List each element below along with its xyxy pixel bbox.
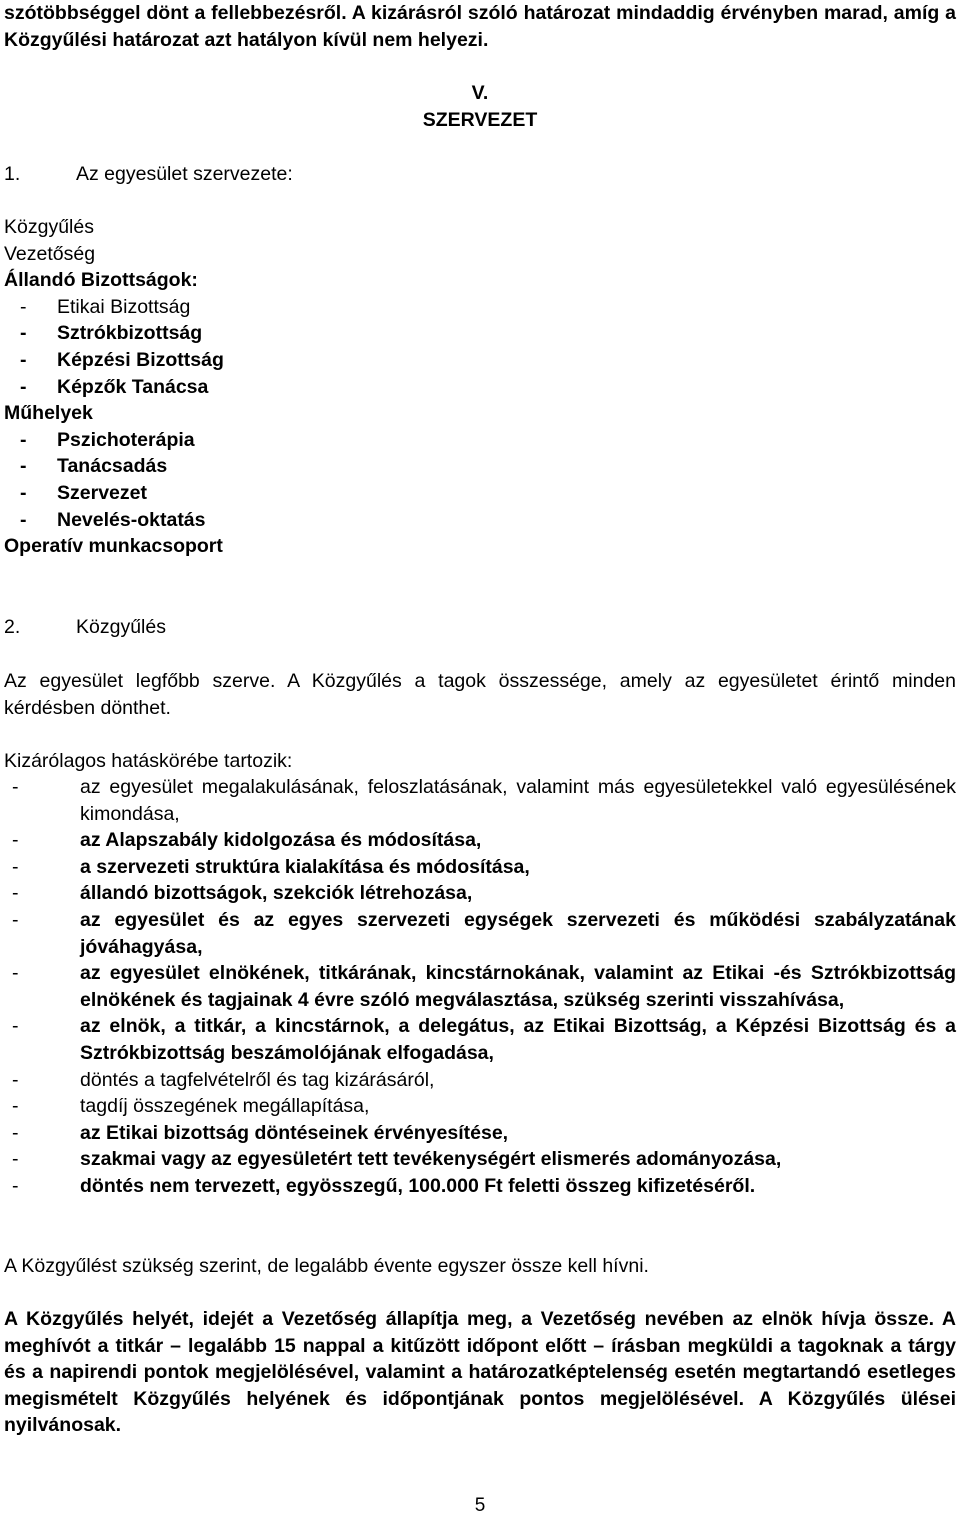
power-item-text: az Etikai bizottság döntéseinek érvényesítése,	[80, 1121, 509, 1144]
power-item	[4, 907, 956, 960]
list-dash: -	[12, 1015, 19, 1038]
org-item-label: Pszichoterápia	[57, 428, 195, 451]
power-item-text: az egyesület és az egyes szervezeti egységek szervezeti és működési szabályzatának jóváhagyása,	[80, 908, 956, 958]
list-dash: -	[12, 829, 19, 852]
power-item	[4, 960, 956, 1013]
power-item	[4, 827, 956, 854]
list-dash: -	[12, 1121, 19, 1144]
chapter-number: V.	[471, 82, 489, 104]
powers-list	[4, 774, 956, 1200]
power-item	[4, 1067, 956, 1094]
list-dash: -	[12, 908, 19, 931]
org-item-label: Képzési Bizottság	[57, 348, 224, 371]
org-item-label: Sztrókbizottság	[57, 322, 203, 345]
power-item	[4, 1013, 956, 1066]
list-dash: -	[20, 322, 27, 345]
power-item	[4, 1093, 956, 1120]
org-item-label: Műhelyek	[4, 402, 93, 425]
list-dash: -	[12, 855, 19, 878]
org-item-label: Szervezet	[57, 481, 147, 504]
org-item	[4, 480, 604, 507]
power-item	[4, 1120, 956, 1147]
org-item-label: Tanácsadás	[57, 455, 168, 478]
section-title: Közgyűlés	[76, 616, 166, 638]
list-dash: -	[12, 1174, 19, 1197]
list-dash: -	[20, 508, 27, 531]
power-item-text: szakmai vagy az egyesületért tett tevékenységért elismerés adományozása,	[80, 1148, 782, 1171]
org-item	[4, 374, 604, 401]
org-item	[4, 427, 604, 454]
power-item-text: döntés nem tervezett, egyösszegű, 100.000 Ft feletti összeg kifizetéséről.	[80, 1174, 756, 1197]
list-dash: -	[12, 1148, 19, 1171]
assembly-intro: Az egyesület legfőbb szerve. A Közgyűlés a tagok összessége, amely az egyesületet érintő minden kérdésben dönthet.	[4, 670, 956, 719]
exclusive-powers-heading: Kizárólagos hatáskörébe tartozik:	[4, 750, 293, 772]
list-dash: -	[20, 455, 27, 478]
section-2-heading	[4, 614, 166, 641]
power-item	[4, 774, 956, 827]
section-number: 2.	[4, 616, 21, 638]
power-item-text: az egyesület elnökének, titkárának, kincstárnokának, valamint az Etikai -és Sztrókbizottság elnökének és tagjainak 4 évre szóló megválasztása, szükség szerinti visszahívása,	[80, 962, 956, 1011]
org-item	[4, 507, 604, 534]
org-item	[4, 320, 604, 347]
chapter-title: SZERVEZET	[422, 109, 538, 131]
list-dash: -	[20, 428, 27, 451]
organization-list	[4, 214, 604, 560]
page-number: 5	[474, 1495, 486, 1516]
org-item	[4, 241, 604, 268]
power-item-text: döntés a tagfelvételről és tag kizárásáról,	[80, 1068, 435, 1091]
list-dash: -	[12, 1095, 19, 1118]
org-item-label: Képzők Tanácsa	[57, 375, 209, 398]
section-title: Az egyesület szervezete:	[76, 163, 293, 185]
org-item-label: Etikai Bizottság	[57, 295, 191, 318]
org-item-label: Nevelés-oktatás	[57, 508, 206, 531]
list-dash: -	[12, 882, 19, 905]
list-dash: -	[20, 295, 27, 318]
org-item	[4, 400, 604, 427]
list-dash: -	[12, 962, 19, 985]
org-item-label: Operatív munkacsoport	[4, 535, 223, 558]
org-item	[4, 294, 604, 321]
list-dash: -	[12, 1068, 19, 1091]
org-item-label: Állandó Bizottságok:	[4, 269, 198, 292]
list-dash: -	[20, 348, 27, 371]
org-item	[4, 453, 604, 480]
power-item	[4, 1173, 956, 1200]
org-item	[4, 533, 604, 560]
power-item-text: az Alapszabály kidolgozása és módosítása,	[80, 829, 482, 852]
power-item	[4, 1146, 956, 1173]
org-item-label: Vezetőség	[4, 242, 96, 265]
list-dash: -	[20, 375, 27, 398]
org-item-label: Közgyűlés	[4, 216, 94, 238]
power-item	[4, 880, 956, 907]
power-item-text: a szervezeti struktúra kialakítása és módosítása,	[80, 855, 530, 878]
annual-meeting-paragraph: A Közgyűlést szükség szerint, de legalább évente egyszer össze kell hívni.	[4, 1255, 649, 1277]
convening-paragraph: A Közgyűlés helyét, idejét a Vezetőség állapítja meg, a Vezetőség nevében az elnök hívja össze. A meghívót a titkár – legalább 15 nappal a kitűzött időpont előtt – írásban megküldi a tagoknak a tárgy és a napirendi pontok megjelölésével, valamint a határozatképtelenség esetén megtartandó esetleges megismételt Közgyűlés helyének és időpontjának pontos megjelölésével. A Közgyűlés ülései nyilvánosak.	[4, 1308, 956, 1437]
org-item	[4, 214, 604, 241]
power-item-text: az elnök, a titkár, a kincstárnok, a delegátus, az Etikai Bizottság, a Képzési Bizottság és a Sztrókbizottság beszámolójának elfogadása,	[80, 1015, 956, 1064]
top-paragraph: szótöbbséggel dönt a fellebbezésről. A kizárásról szóló határozat mindaddig érvényben marad, amíg a Közgyűlési határozat azt hatályon kívül nem helyezi.	[4, 2, 956, 51]
power-item-text: állandó bizottságok, szekciók létrehozása,	[80, 882, 473, 905]
power-item-text: tagdíj összegének megállapítása,	[80, 1095, 370, 1118]
list-dash: -	[20, 481, 27, 504]
power-item	[4, 854, 956, 881]
list-dash: -	[12, 776, 19, 798]
section-number: 1.	[4, 163, 21, 185]
org-item	[4, 347, 604, 374]
org-item	[4, 267, 604, 294]
section-1-heading	[4, 161, 293, 188]
power-item-text: az egyesület megalakulásának, feloszlatásának, valamint más egyesületekkel való egyesülésének kimondása,	[80, 776, 956, 825]
